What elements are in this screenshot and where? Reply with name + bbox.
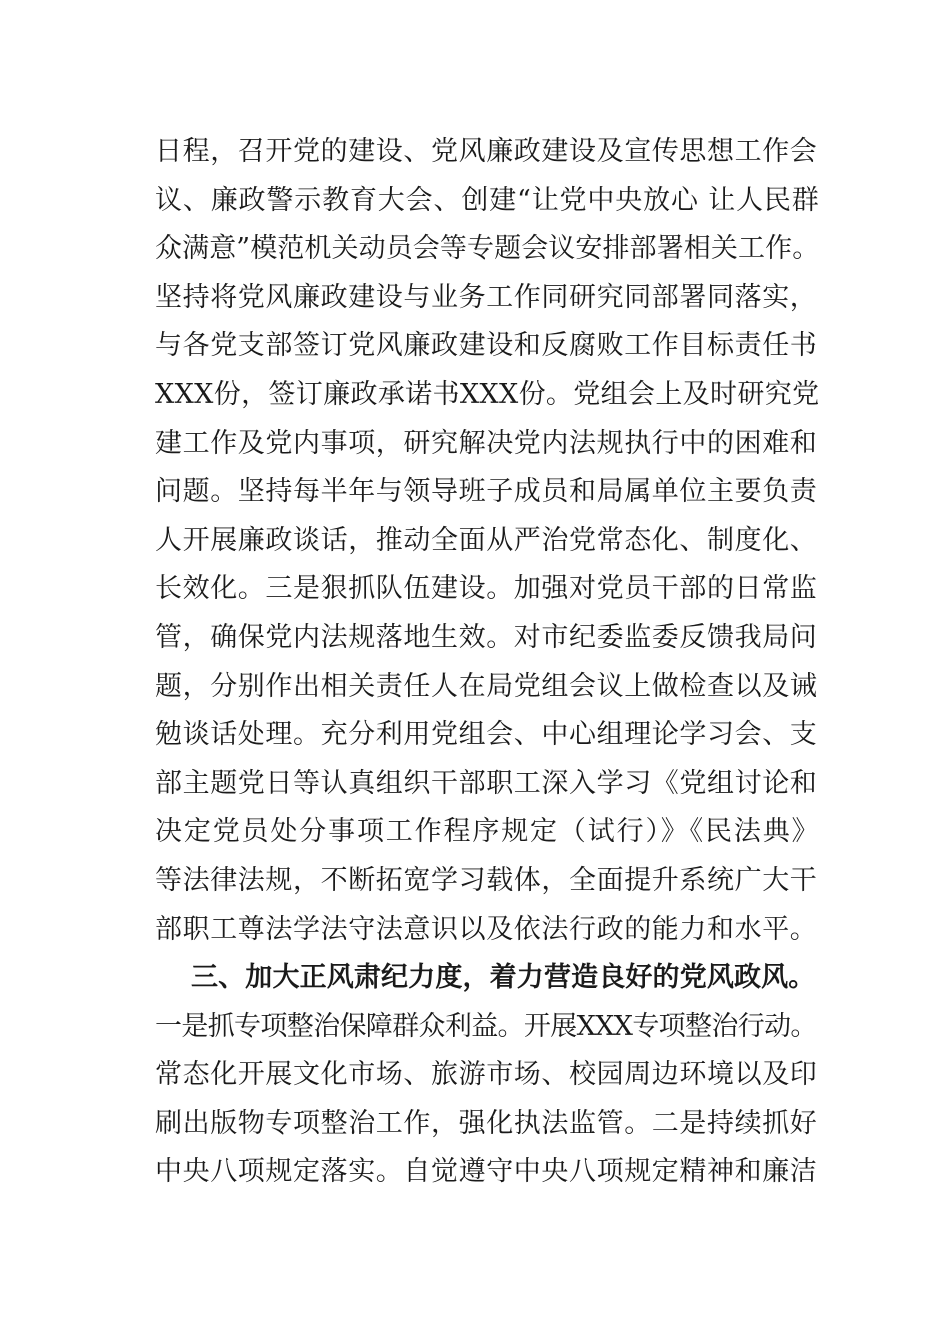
text-line: 日程，召开党的建设、党风廉政建设及宣传思想工作会 bbox=[155, 136, 818, 167]
text-line: 部主题党日等认真组织干部职工深入学习《党组讨论和 bbox=[155, 767, 818, 799]
section-heading: 三、加大正风肃纪力度，着力营造良好的党风政风。 bbox=[191, 962, 816, 994]
text-line: 人开展廉政谈话，推动全面从严治党常态化、制度化、 bbox=[155, 524, 818, 556]
text-line: 与各党支部签订党风廉政建设和反腐败工作目标责任书 bbox=[155, 330, 818, 362]
text-line: 一是抓专项整治保障群众利益。开展XXX专项整治行动。 bbox=[155, 1010, 817, 1042]
text-line: 建工作及党内事项，研究解决党内法规执行中的困难和 bbox=[155, 427, 818, 459]
text-line: 等法律法规，不断拓宽学习载体，全面提升系统广大干 bbox=[155, 864, 818, 896]
text-line: 题，分别作出相关责任人在局党组会议上做检查以及诫 bbox=[155, 670, 818, 702]
text-line: 众满意”模范机关动员会等专题会议安排部署相关工作。 bbox=[155, 233, 820, 265]
text-line: 中央八项规定落实。自觉遵守中央八项规定精神和廉洁 bbox=[155, 1156, 818, 1188]
text-line: XXX份，签订廉政承诺书XXX份。党组会上及时研究党 bbox=[155, 378, 820, 410]
body-text bbox=[155, 128, 821, 1197]
text-line: 问题。坚持每半年与领导班子成员和局属单位主要负责 bbox=[155, 476, 818, 508]
text-line: 刷出版物专项整治工作，强化执法监管。二是持续抓好 bbox=[155, 1107, 818, 1139]
text-line: 坚持将党风廉政建设与业务工作同研究同部署同落实， bbox=[155, 281, 818, 313]
text-line: 勉谈话处理。充分利用党组会、中心组理论学习会、支 bbox=[155, 719, 818, 751]
text-line: 议、廉政警示教育大会、创建“让党中央放心 让人民群 bbox=[155, 184, 820, 216]
text-line: 决定党员处分事项工作程序规定（试行）》《民法典》 bbox=[155, 816, 821, 848]
text-line: 长效化。三是狠抓队伍建设。加强对党员干部的日常监 bbox=[155, 573, 818, 605]
text-line: 部职工尊法学法守法意识以及依法行政的能力和水平。 bbox=[155, 913, 818, 945]
text-line: 管，确保党内法规落地生效。对市纪委监委反馈我局问 bbox=[155, 621, 818, 653]
text-line: 常态化开展文化市场、旅游市场、校园周边环境以及印 bbox=[155, 1059, 818, 1091]
